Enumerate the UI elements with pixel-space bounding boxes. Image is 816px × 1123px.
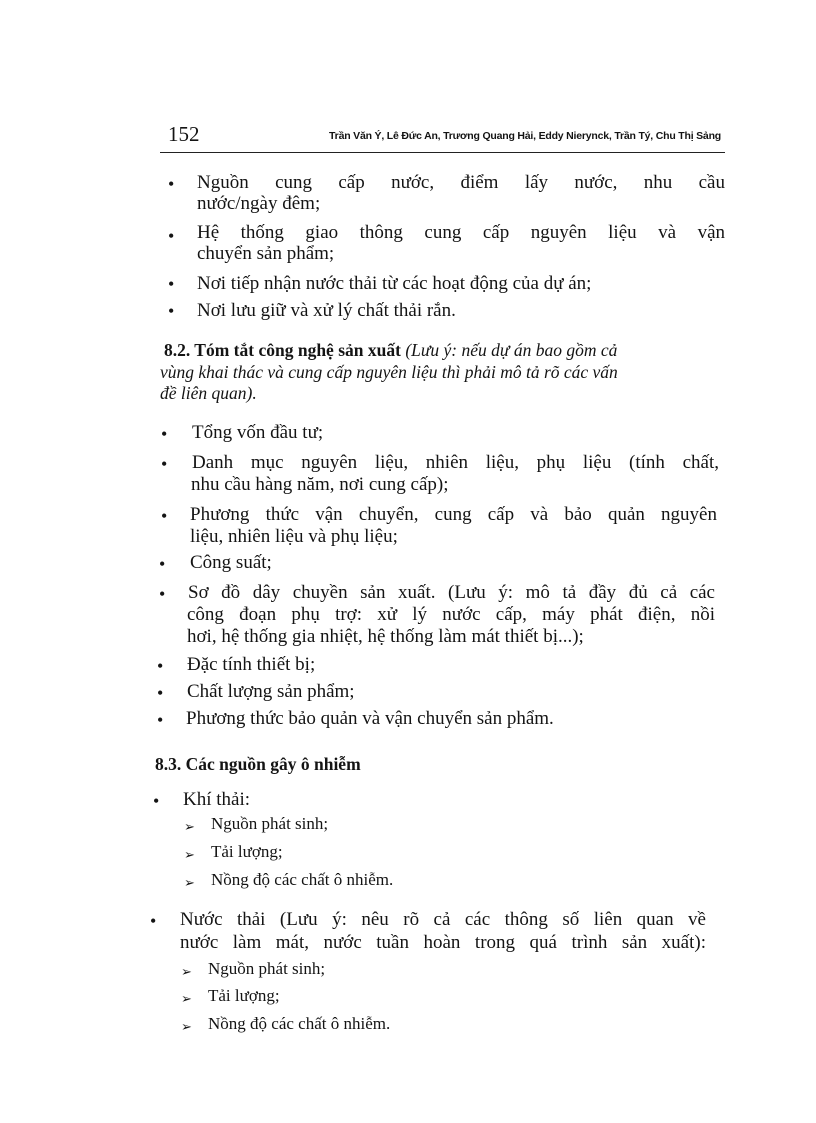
arrow-bullet-icon: ➢ bbox=[181, 1019, 192, 1034]
sub-item: Nồng độ các chất ô nhiễm. bbox=[208, 1014, 391, 1033]
bullet-icon: • bbox=[161, 506, 168, 526]
list-item-cont: công đoạn phụ trợ: xử lý nước cấp, máy phát điện, nồi bbox=[187, 604, 715, 625]
arrow-bullet-icon: ➢ bbox=[181, 991, 192, 1006]
list-item: Sơ đồ dây chuyền sản xuất. (Lưu ý: mô tả đầy đủ cả các bbox=[188, 582, 715, 603]
bullet-icon: • bbox=[161, 424, 168, 444]
list-item: Nguồn cung cấp nước, điểm lấy nước, nhu cầu bbox=[197, 172, 725, 193]
list-item: Nơi lưu giữ và xử lý chất thải rắn. bbox=[197, 300, 456, 321]
bullet-icon: • bbox=[159, 554, 166, 574]
list-item-cont: nước/ngày đêm; bbox=[197, 193, 321, 214]
section-title: 8.3. Các nguồn gây ô nhiễm bbox=[155, 754, 361, 774]
bullet-icon: • bbox=[153, 791, 160, 811]
list-item: Phương thức bảo quản và vận chuyển sản phẩm. bbox=[186, 708, 554, 729]
arrow-bullet-icon: ➢ bbox=[181, 964, 192, 979]
bullet-icon: • bbox=[161, 454, 168, 474]
list-item-cont: hơi, hệ thống gia nhiệt, hệ thống làm mát thiết bị...); bbox=[187, 626, 584, 647]
bullet-icon: • bbox=[168, 226, 175, 246]
arrow-bullet-icon: ➢ bbox=[184, 875, 195, 890]
bullet-icon: • bbox=[157, 710, 164, 730]
bullet-icon: • bbox=[150, 911, 157, 931]
list-item: Nơi tiếp nhận nước thải từ các hoạt động của dự án; bbox=[197, 273, 592, 294]
list-item-cont: nước làm mát, nước tuần hoàn trong quá trình sản xuất): bbox=[180, 932, 706, 953]
section-note: (Lưu ý: nếu dự án bao gồm cả bbox=[405, 340, 618, 360]
list-item: Khí thải: bbox=[183, 789, 251, 810]
sub-item: Nồng độ các chất ô nhiễm. bbox=[211, 870, 394, 889]
list-item: Đặc tính thiết bị; bbox=[187, 654, 316, 675]
list-item: Chất lượng sản phẩm; bbox=[187, 681, 355, 702]
list-item-cont: nhu cầu hàng năm, nơi cung cấp); bbox=[191, 474, 449, 495]
bullet-icon: • bbox=[157, 683, 164, 703]
page-number: 152 bbox=[168, 122, 200, 146]
section-heading bbox=[155, 754, 361, 775]
bullet-icon: • bbox=[157, 656, 164, 676]
sub-item: Tải lượng; bbox=[208, 986, 280, 1005]
list-item-cont: liệu, nhiên liệu và phụ liệu; bbox=[190, 526, 398, 547]
running-header bbox=[160, 118, 725, 153]
list-item: Danh mục nguyên liệu, nhiên liệu, phụ liệu (tính chất, bbox=[192, 452, 719, 473]
section-note-cont: đề liên quan). bbox=[160, 383, 257, 403]
list-item: Nước thải (Lưu ý: nêu rõ cả các thông số liên quan về bbox=[180, 909, 706, 930]
section-title: 8.2. Tóm tắt công nghệ sản xuất bbox=[164, 340, 401, 360]
section-heading bbox=[164, 340, 617, 361]
arrow-bullet-icon: ➢ bbox=[184, 819, 195, 834]
list-item: Công suất; bbox=[190, 552, 272, 573]
sub-item: Tải lượng; bbox=[211, 842, 283, 861]
sub-item: Nguồn phát sinh; bbox=[208, 959, 326, 978]
list-item: Phương thức vận chuyển, cung cấp và bảo quản nguyên bbox=[190, 504, 717, 525]
list-item: Hệ thống giao thông cung cấp nguyên liệu và vận bbox=[197, 222, 725, 243]
bullet-icon: • bbox=[168, 174, 175, 194]
header-authors: Trần Văn Ý, Lê Đức An, Trương Quang Hải, Eddy Nierynck, Trần Tý, Chu Thị Sảng bbox=[329, 130, 721, 142]
sub-item: Nguồn phát sinh; bbox=[211, 814, 329, 833]
list-item: Tổng vốn đầu tư; bbox=[192, 422, 324, 443]
bullet-icon: • bbox=[168, 301, 175, 321]
section-note-cont: vùng khai thác và cung cấp nguyên liệu thì phải mô tả rõ các vấn bbox=[160, 362, 618, 382]
arrow-bullet-icon: ➢ bbox=[184, 847, 195, 862]
list-item-cont: chuyển sản phẩm; bbox=[197, 243, 335, 264]
bullet-icon: • bbox=[159, 584, 166, 604]
bullet-icon: • bbox=[168, 274, 175, 294]
